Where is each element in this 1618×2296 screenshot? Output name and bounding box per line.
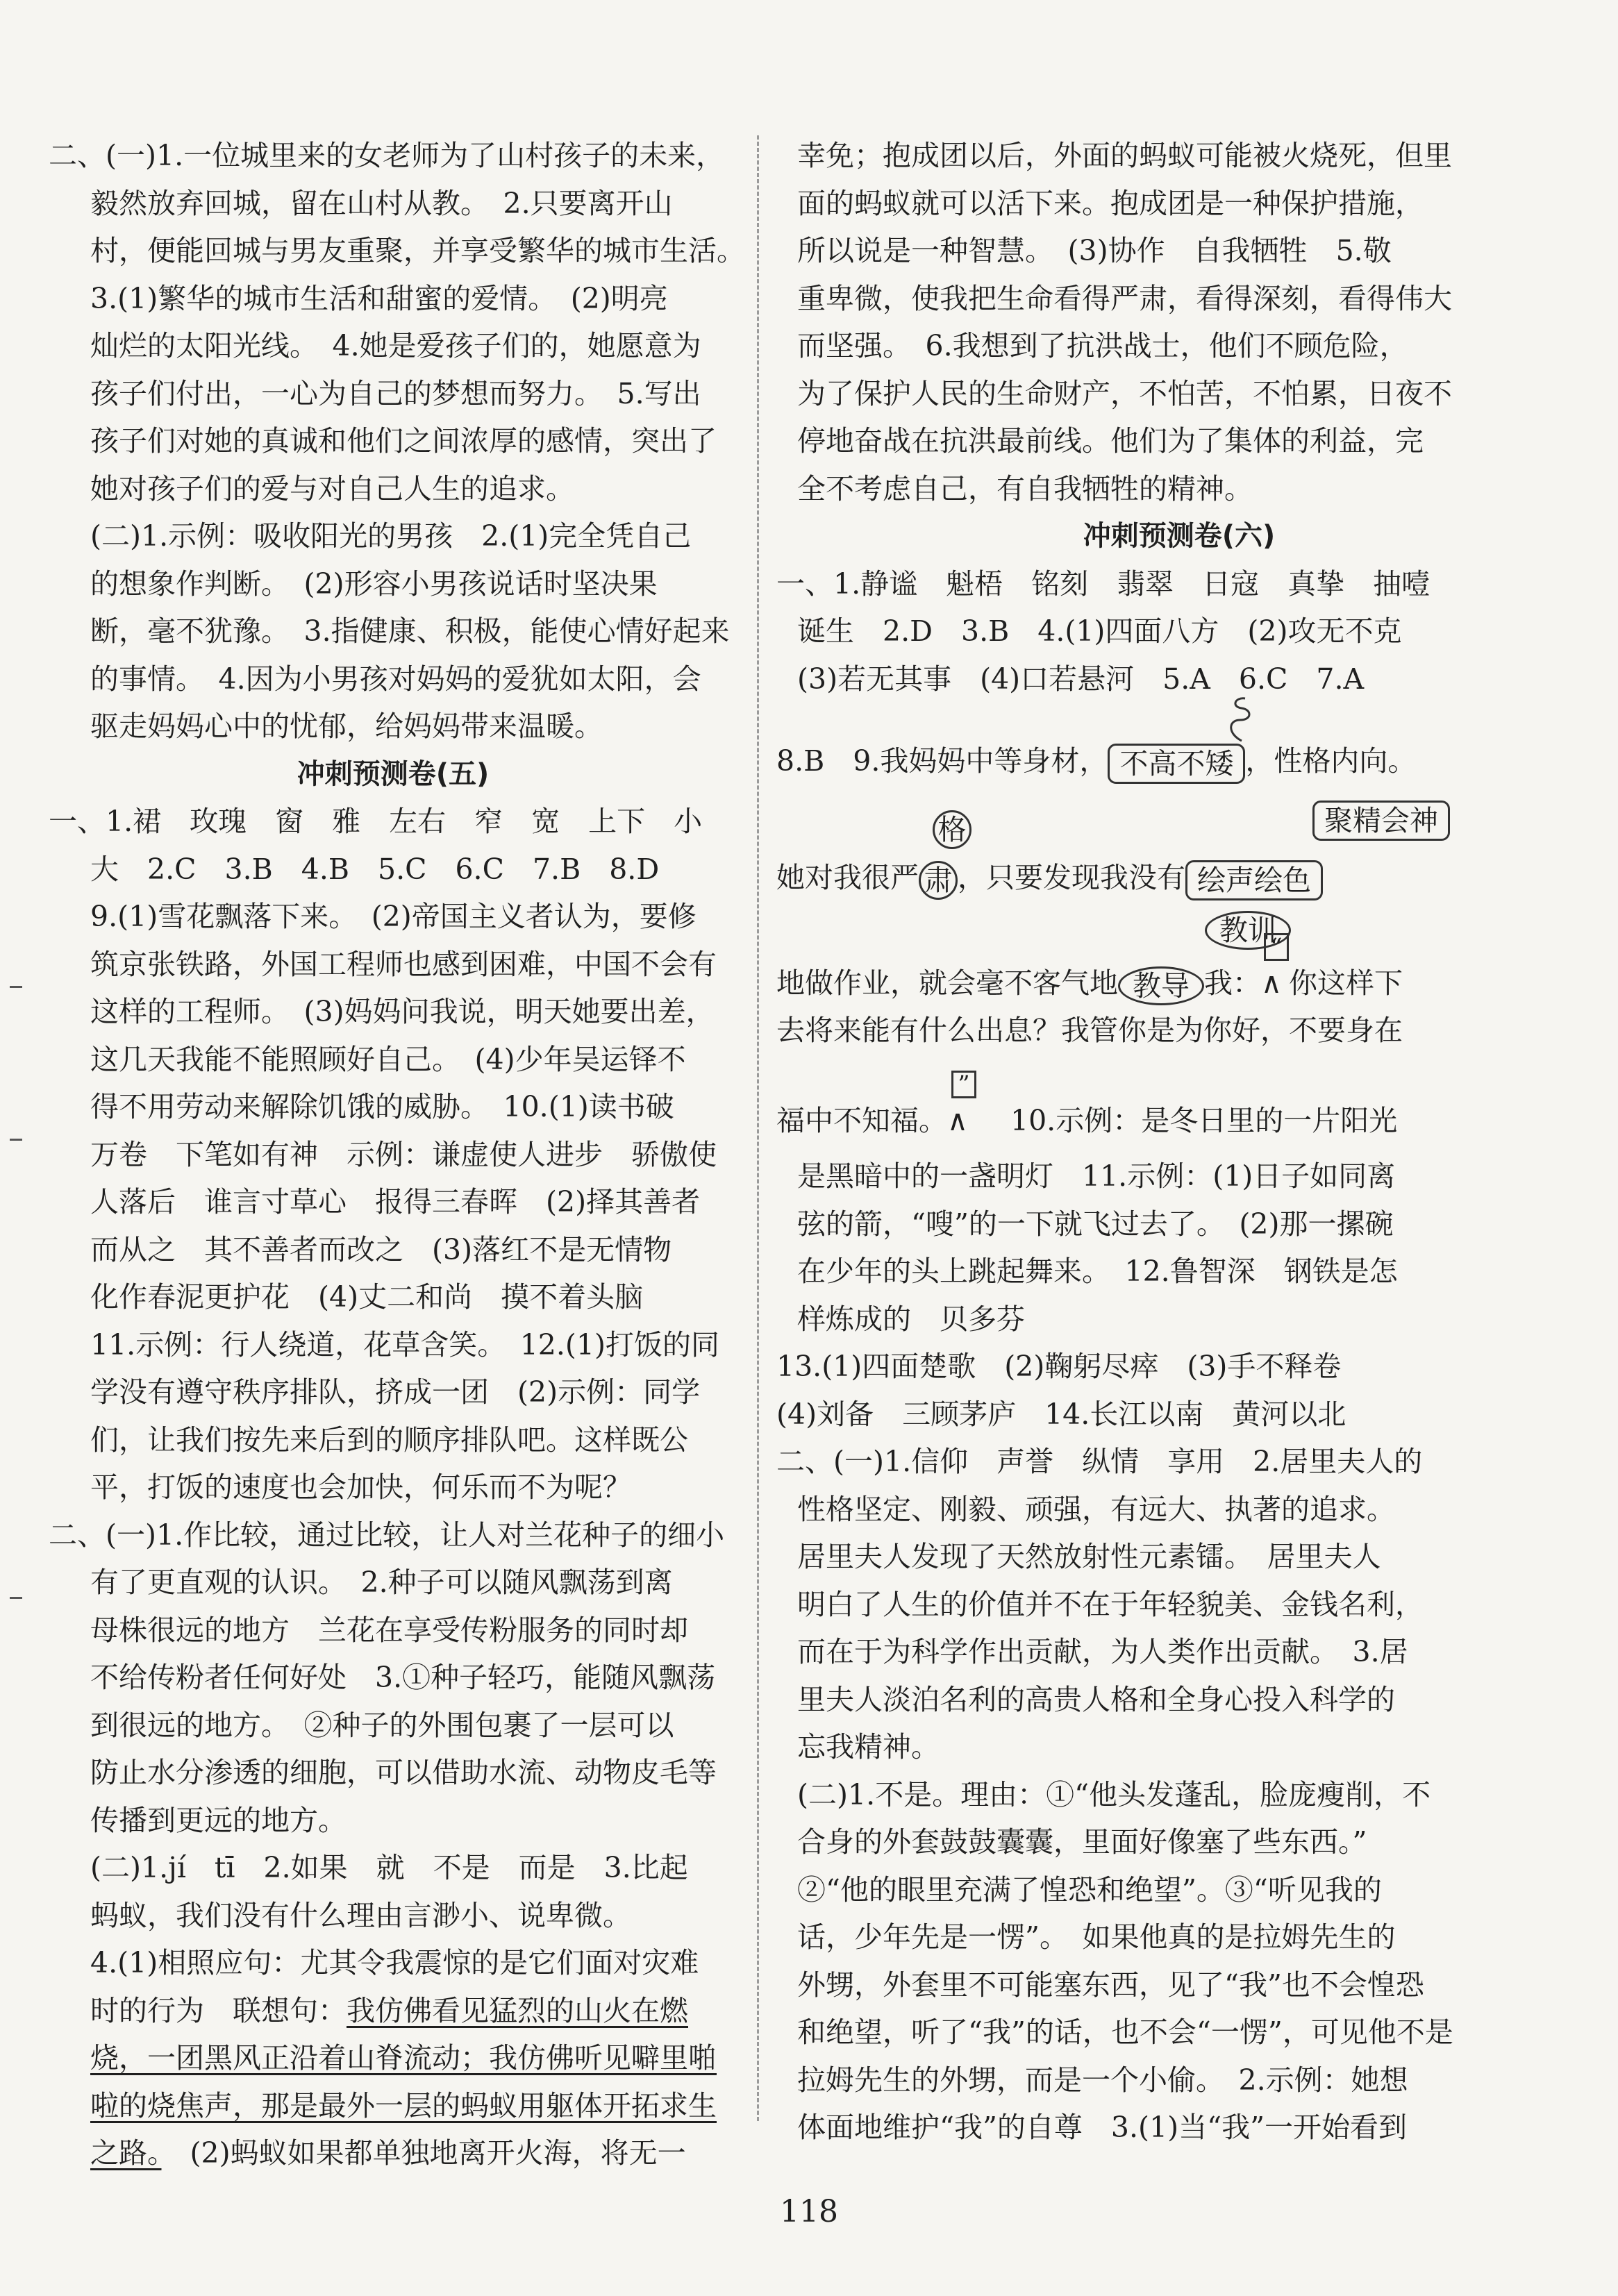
text-segment: (二)1.jí tī 2.如果 就 不是 而是 3.比起 [90,1851,688,1884]
text-line [776,1818,1582,1866]
text-line [49,2034,737,2082]
text-segment: 样炼成的 贝多芬 [797,1302,1025,1336]
text-line [49,1083,737,1131]
text-segment: 而从之 其不善者而改之 (3)落红不是无情物 [90,1232,672,1266]
text-segment: 全不考虑自己，有自我牺牲的精神。 [797,471,1253,505]
text-segment: 二、(一)1.一位城里来的女老师为了山村孩子的未来， [49,139,725,172]
text-line [49,465,737,513]
text-line [776,2056,1582,2104]
text-segment: 拉姆先生的外甥，而是一个小偷。 2.示例：她想 [797,2063,1408,2097]
text-line [776,132,1582,180]
text-line [776,1961,1582,2009]
text-segment: 灿烂的太阳光线。 4.她是爱孩子们的，她愿意为 [90,329,701,362]
column-divider [757,135,759,2121]
text-line [776,227,1582,275]
text-line [49,655,737,703]
binding-mark [10,1139,22,1141]
text-segment: (二)1.不是。理由：①“他头发蓬乱，脸庞瘦削，不 [797,1777,1431,1811]
quote-glyph: “ [1264,933,1289,961]
text-segment: 停地奋战在抗洪最前线。他们为了集体的利益，完 [797,424,1424,458]
text-line [49,703,737,751]
text-segment: 一、1.静谧 魁梧 铭刻 翡翠 日寇 真挚 抽噎 [776,567,1431,601]
text-line [49,1844,737,1892]
annotation-circle: 肃 [919,861,958,900]
text-line [49,275,737,323]
text-segment: 而在于为科学作出贡献，为人类作出贡献。 3.居 [797,1635,1408,1668]
left-column [49,132,745,2177]
text-segment: ，只要发现我没有 [958,861,1185,894]
text-line [49,1416,737,1464]
right-column-top [776,132,1582,703]
text-segment: 是黑暗中的一盏明灯 11.示例：(1)日子如同离 [797,1159,1396,1193]
text-segment: 防止水分渗透的细胞，可以借助水流、动物皮毛等 [90,1756,717,1789]
text-segment: 你这样下 [1289,966,1403,1000]
text-segment: 有了更直观的认识。 2.种子可以随风飘荡到离 [90,1566,673,1599]
text-segment: 她对我很严 [776,861,919,894]
text-segment: 毅然放弃回城，留在山村从教。 2.只要离开山 [90,186,673,220]
text-line [776,1913,1582,1961]
right-column [776,132,1582,2152]
text-segment: 为了保护人民的生命财产，不怕苦，不怕累，日夜不 [797,376,1452,410]
text-line [49,1607,737,1654]
text-segment: 化作春泥更护花 (4)丈二和尚 摸不着头脑 [90,1280,644,1314]
text-segment: (4)刘备 三顾茅庐 14.长江以南 黄河以北 [776,1397,1346,1431]
text-segment: 冲刺预测卷(五) [297,757,490,790]
sentence-line-blessing [776,1071,1582,1153]
text-segment: 合身的外套鼓鼓囊囊，里面好像塞了些东西。” [797,1825,1367,1859]
sentence-line-strict [776,854,1323,902]
text-segment: 学没有遵守秩序排队，挤成一团 (2)示例：同学 [90,1375,701,1409]
text-segment: 13.(1)四面楚歌 (2)鞠躬尽瘁 (3)手不释卷 [776,1350,1342,1383]
text-line [49,1368,737,1416]
text-segment: 人落后 谁言寸草心 报得三春晖 (2)择其善者 [90,1185,701,1218]
text-line [49,1226,737,1274]
text-line [49,1559,737,1607]
text-segment: 体面地维护“我”的自尊 3.(1)当“我”一开始看到 [797,2111,1408,2144]
text-line [776,1723,1582,1771]
annotation-oval: 教导 [1118,966,1204,1005]
text-line [776,1486,1582,1534]
text-line [49,1654,737,1702]
annotation-box: 聚精会神 [1312,801,1450,841]
text-segment: 明白了人生的价值并不在于年轻貌美、金钱名利， [797,1587,1424,1621]
text-line [776,417,1582,465]
annotation-box: 不高不矮 [1108,744,1245,784]
text-segment: 这几天我能不能照顾好自己。 (4)少年吴运铎不 [90,1042,686,1076]
underlined-text: 啦的烧焦声，那是最外一层的蚂蚁用躯体开拓求生 [90,2088,717,2122]
text-segment: 面的蚂蚁就可以活下来。抱成团是一种保护措施， [797,186,1424,220]
text-line [776,655,1582,703]
text-line [49,512,737,560]
text-segment: 蚂蚁，我们没有什么理由言渺小、说卑微。 [90,1898,631,1932]
text-line [49,560,737,608]
text-segment: 二、(一)1.作比较，通过比较，让人对兰花种子的细小 [49,1518,725,1552]
text-segment: 在少年的头上跳起舞来。 12.鲁智深 钢铁是怎 [797,1255,1398,1288]
sentence-line-homework [776,933,1403,1007]
text-line [49,988,737,1036]
text-segment: 驱走妈妈心中的忧郁，给妈妈带来温暖。 [90,710,603,743]
annotated-sentence-block [776,703,1582,1083]
text-segment: 里夫人淡泊名利的高贵人格和全身心投入科学的 [797,1682,1395,1716]
text-line [49,607,737,655]
text-line [776,1296,1582,1343]
text-segment: 地做作业，就会毫不客气地 [776,966,1118,1000]
text-line [776,2104,1582,2152]
text-segment: 这样的工程师。 (3)妈妈问我说，明天她要出差， [90,995,715,1028]
text-line [49,417,737,465]
text-segment: 4.(1)相照应句：尤其令我震惊的是它们面对灾难 [90,1946,699,1979]
text-line [49,846,737,894]
text-line [49,1511,737,1559]
text-segment: 所以说是一种智慧。 (3)协作 自我牺牲 5.敬 [797,234,1392,267]
text-segment: 幸免；抱成团以后，外面的蚂蚁可能被火烧死，但里 [797,139,1452,172]
text-line [776,1343,1582,1391]
text-segment: 不给传粉者任何好处 3.①种子轻巧，能随风飘荡 [90,1661,716,1694]
text-segment: 外甥，外套里不可能塞东西，见了“我”也不会惶恐 [797,1968,1424,2002]
text-segment: 母株很远的地方 兰花在享受传粉服务的同时却 [90,1613,688,1647]
text-line [49,132,737,180]
text-line [49,941,737,989]
text-segment: 话，少年先是一愣”。 如果他真的是拉姆先生的 [797,1920,1396,1954]
text-segment: 孩子们付出，一心为自己的梦想而努力。 5.写出 [90,376,701,410]
text-segment: 她对孩子们的爱与对自己人生的追求。 [90,471,574,505]
quote-glyph: ” [951,1071,976,1098]
binding-mark [10,1597,22,1599]
text-segment: (3)若无其事 (4)口若悬河 5.A 6.C 7.A [797,662,1365,696]
text-segment: 的想象作判断。 (2)形容小男孩说话时坚决果 [90,567,658,601]
insert-quote-mark: “ ∧ [1261,960,1289,1007]
right-column-bottom [776,1153,1582,2152]
text-segment: 而坚强。 6.我想到了抗洪战士，他们不顾危险， [797,329,1408,362]
text-segment: 的事情。 4.因为小男孩对妈妈的爱犹如太阳，会 [90,662,701,696]
text-segment: 们，让我们按先来后到的顺序排队吧。这样既公 [90,1423,688,1457]
text-line [776,607,1582,655]
text-line [49,2082,737,2130]
text-segment: (二)1.示例：吸收阳光的男孩 2.(1)完全凭自己 [90,519,692,553]
text-segment: 孩子们对她的真诚和他们之间浓厚的感情，突出了 [90,424,717,458]
text-line [776,1676,1582,1724]
text-segment: 和绝望，听了“我”的话，也不会“一愣”，可见他不是 [797,2016,1453,2049]
text-line [49,1464,737,1511]
text-segment: 去将来能有什么出息？我管你是为你好，不要身在 [776,1014,1403,1047]
text-line [49,1178,737,1226]
text-line [49,1749,737,1797]
text-segment: 性格坚定、刚毅、顽强，有远大、执著的追求。 [797,1492,1395,1526]
annotation-oval: 教训 [1205,911,1291,950]
text-segment: 到很远的地方。 ②种子的外围包裹了一层可以 [90,1708,674,1742]
page-number: 118 [780,2194,838,2229]
text-segment: 大 2.C 3.B 4.B 5.C 6.C 7.B 8.D [90,852,660,886]
text-segment: 筑京张铁路，外国工程师也感到困难，中国不会有 [90,947,717,981]
text-segment: 9.(1)雪花飘落下来。 (2)帝国主义者认为，要修 [90,900,697,933]
text-line [49,322,737,370]
text-segment: 平，打饭的速度也会加快，何乐而不为呢？ [90,1470,631,1504]
text-line [49,370,737,418]
text-segment: 10.示例：是冬日里的一片阳光 [982,1104,1398,1137]
text-line [776,1200,1582,1248]
text-line [49,227,745,275]
text-line [49,1321,737,1369]
text-line [776,322,1582,370]
text-segment: 得不用劳动来解除饥饿的威胁。 10.(1)读书破 [90,1090,674,1123]
text-line [776,1866,1582,1914]
text-line [776,1628,1582,1676]
annotation-circle: 格 [933,810,971,849]
text-segment: 弦的箭，“嗖”的一下就飞过去了。 (2)那一摞碗 [797,1207,1394,1241]
text-line [49,2129,737,2177]
text-line [776,1533,1582,1581]
annotation-box: 绘声绘色 [1185,860,1323,900]
text-segment: 重卑微，使我把生命看得严肃，看得深刻，看得伟大 [797,281,1452,315]
text-segment: 8.B 9.我妈妈中等身材， [776,744,1108,778]
text-line [776,1391,1582,1439]
sentence-line-8 [776,737,1416,785]
text-line [49,1702,737,1750]
sentence-line-future [776,1007,1403,1055]
text-segment: 居里夫人发现了天然放射性元素镭。 居里夫人 [797,1540,1381,1573]
text-segment: 一、1.裙 玫瑰 窗 雅 左右 窄 宽 上下 小 [49,805,703,838]
text-line [776,1438,1582,1486]
text-line [776,180,1582,228]
text-line [776,560,1582,608]
text-segment: 时的行为 联想句： [90,1993,347,2027]
text-segment: 我： [1204,966,1261,1000]
text-segment: 忘我精神。 [797,1730,940,1763]
text-segment: 福中不知福。 [776,1104,947,1137]
text-line [49,1939,737,1987]
text-line [776,2009,1582,2056]
annotation-circle-upper [933,803,971,851]
text-line [49,893,737,941]
section-title [49,751,737,798]
text-line [776,1581,1582,1629]
text-line [776,465,1582,513]
annotation-box-upper [1312,794,1450,842]
text-segment: 11.示例：行人绕道，花草含笑。 12.(1)打饭的同 [90,1327,719,1361]
text-line [776,370,1582,418]
text-segment: 传播到更远的地方。 [90,1803,347,1837]
text-segment: 村，便能回城与男友重聚，并享受繁华的城市生活。 [90,234,745,267]
underlined-text: 我仿佛看见猛烈的山火在燃 [347,1993,688,2027]
text-segment: 3.(1)繁华的城市生活和甜蜜的爱情。 (2)明亮 [90,281,668,315]
section-title [776,512,1582,560]
text-line [776,1771,1582,1819]
binding-mark [10,986,22,988]
underlined-text: 之路。 [90,2136,162,2170]
text-line [49,180,737,228]
text-segment: 断，毫不犹豫。 3.指健康、积极，能使心情好起来 [90,614,730,648]
text-segment: ②“他的眼里充满了惶恐和绝望”。③“听见我的 [797,1872,1382,1907]
text-segment: 万卷 下笔如有神 示例：谦虚使人进步 骄傲使 [90,1137,717,1171]
text-line [49,1273,737,1321]
text-segment: ，性格内向。 [1245,744,1417,778]
text-line [776,1248,1582,1296]
text-segment: 诞生 2.D 3.B 4.(1)四面八方 (2)攻无不克 [797,614,1402,648]
text-segment: 冲刺预测卷(六) [1083,520,1276,552]
text-segment: (2)蚂蚁如果都单独地离开火海，将无一 [161,2136,686,2170]
insert-quote-mark: ” ∧ [947,1097,982,1145]
underlined-text: 烧，一团黑风正沿着山脊流动；我仿佛听见噼里啪 [90,2041,717,2075]
text-line [49,798,737,846]
text-line [776,1153,1582,1200]
text-line [49,1036,737,1084]
text-line [49,1131,737,1179]
text-segment: 二、(一)1.信仰 声誉 纵情 享用 2.居里夫人的 [776,1445,1423,1478]
text-line [49,1987,737,2035]
text-line [49,1797,737,1845]
text-line [776,275,1582,323]
text-line [49,1892,737,1940]
